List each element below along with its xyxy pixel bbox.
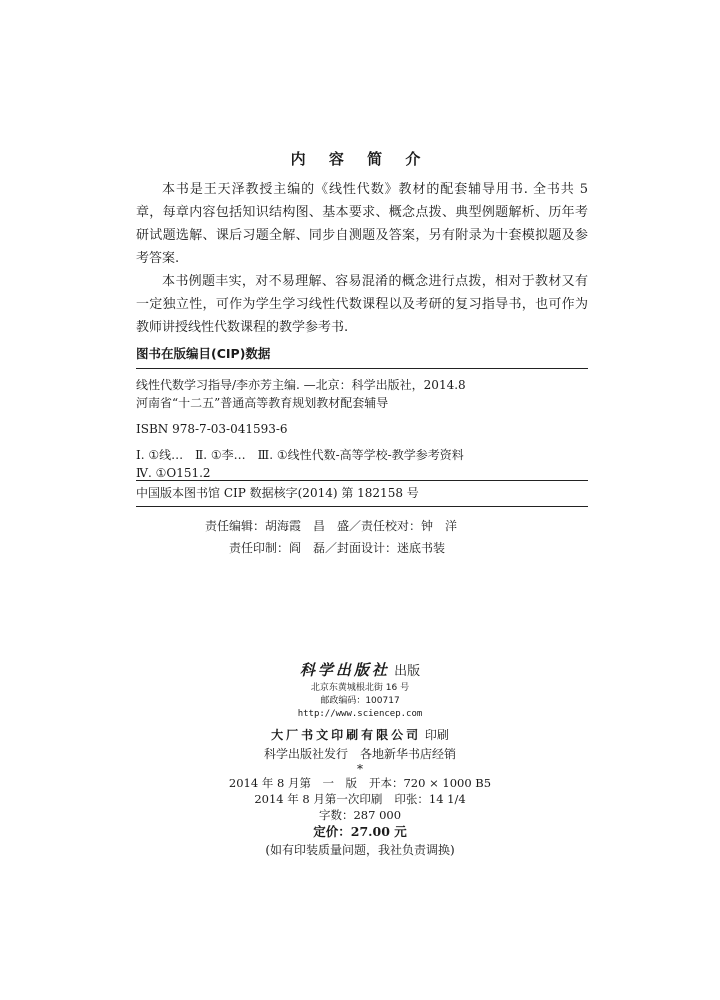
publisher-logo: 科学出版社 [299, 661, 390, 679]
intro-paragraph-2: 本书例题丰实，对不易理解、容易混淆的概念进行点拨，相对于教材又有一定独立性，可作为学生学习线性代数课程以及考研的复习指导书，也可作为教师讲授线性代数课程的教学参考书. [136, 274, 588, 335]
credits-production: 责任印制：阎 磊／封面设计：迷底书装 [229, 541, 446, 555]
word-count: 字数：287 000 [318, 808, 402, 822]
publisher-suffix: 出版 [394, 664, 421, 679]
publisher-postcode: 邮政编码：100717 [320, 696, 400, 706]
printer-suffix: 印刷 [424, 728, 449, 742]
credits-editors: 责任编辑：胡海霞 昌 盛／责任校对：钟 洋 [205, 519, 458, 533]
distributor: 各地新华书店经销 [360, 747, 457, 761]
printer-name: 大厂书文印刷有限公司 [271, 728, 422, 742]
cip-top-rule [136, 368, 588, 369]
format: 开本：720 × 1000 B5 [368, 776, 492, 790]
cip-bottom-rule [136, 506, 588, 507]
cip-line-isbn: ISBN 978-7-03-041593-6 [136, 422, 288, 436]
publisher-address: 北京东黄城根北街 16 号 [310, 683, 410, 693]
issuer: 科学出版社发行 [263, 747, 348, 761]
printer-line [0, 725, 720, 745]
intro-text [136, 178, 588, 339]
intro-title: 内 容 简 介 [290, 150, 430, 168]
distribution-line [0, 745, 720, 763]
price: 定价：27.00 元 [313, 824, 407, 839]
cip-line-title: 线性代数学习指导/李亦芳主编. —北京：科学出版社，2014.8 [136, 378, 466, 392]
cip-line-series: 河南省“十二五”普通高等教育规划教材配套辅导 [136, 396, 389, 410]
cip-record [136, 376, 588, 482]
imprint [0, 660, 720, 859]
cip-middle-rule [136, 480, 588, 481]
sheets: 印张：14 1/4 [394, 792, 466, 806]
cip-heading: 图书在版编目(CIP)数据 [136, 346, 271, 361]
cip-line-classification: Ⅳ. ①O151.2 [136, 466, 211, 480]
cip-number: 中国版本图书馆 CIP 数据核字(2014) 第 182158 号 [136, 486, 419, 500]
printing: 2014 年 8 月第一次印刷 [254, 792, 383, 806]
quality-note: (如有印装质量问题，我社负责调换) [265, 843, 455, 857]
publisher-url: http://www.sciencep.com [297, 709, 423, 719]
edition-line [0, 775, 720, 791]
printing-line [0, 791, 720, 807]
edition: 2014 年 8 月第 一 版 [228, 776, 357, 790]
intro-paragraph-1: 本书是王天泽教授主编的《线性代数》教材的配套辅导用书. 全书共 5 章，每章内容包括知识结构图、基本要求、概念点拨、典型例题解析、历年考研试题选解、课后习题全解、同步自测题及答案，另有附录为十套模拟题及参考答案. [136, 182, 588, 266]
cip-line-subjects: Ⅰ. ①线… Ⅱ. ①李… Ⅲ. ①线性代数-高等学校-教学参考资料 [136, 448, 464, 462]
separator-star: * [357, 762, 363, 776]
publisher-line [0, 660, 720, 682]
